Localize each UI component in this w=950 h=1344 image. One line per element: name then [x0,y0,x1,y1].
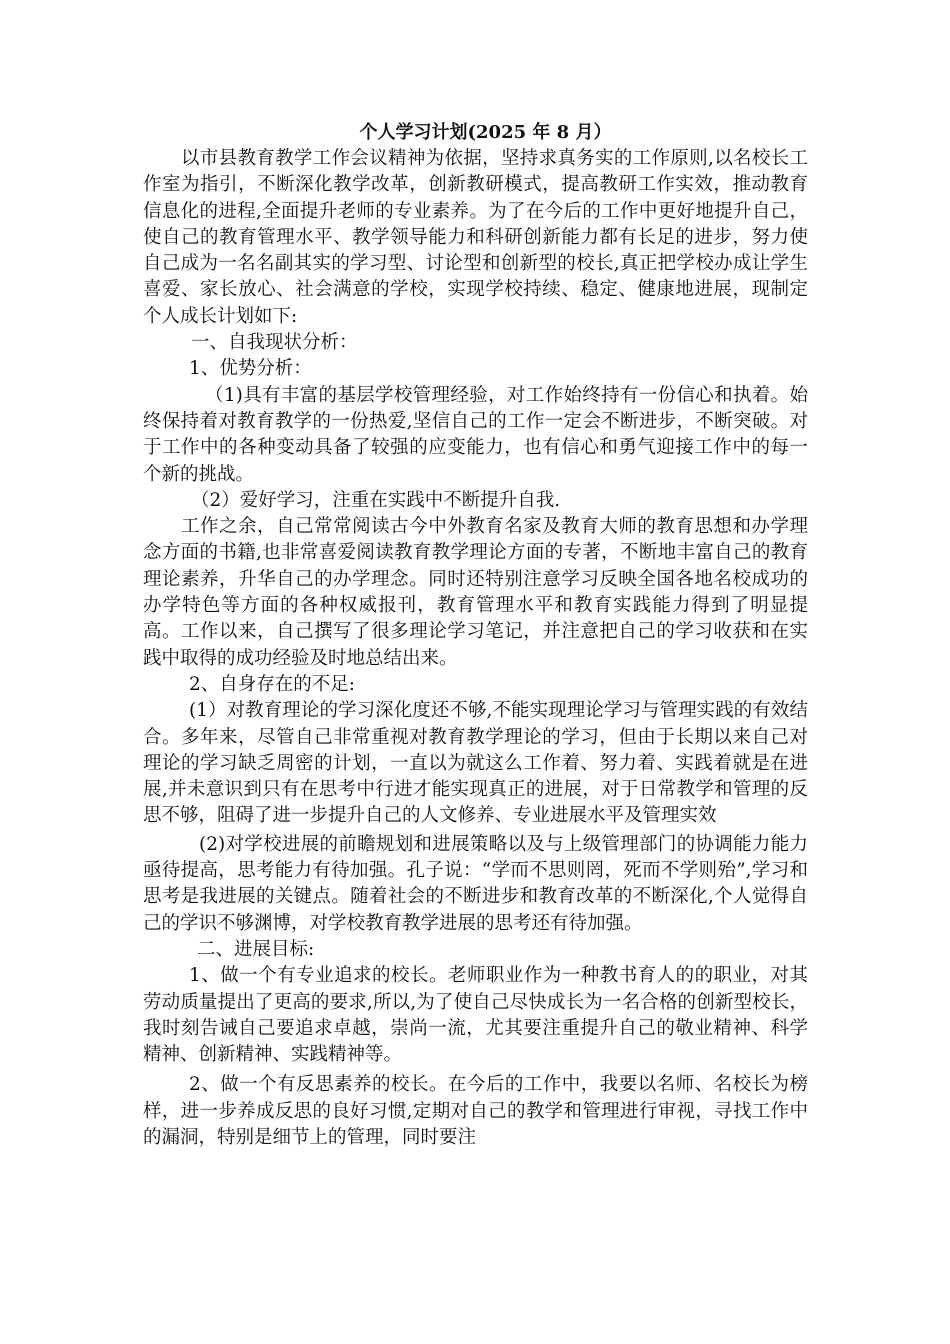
goal-paragraph-1: 1、做一个有专业追求的校长。老师职业作为一种教书育人的的职业，对其劳动质量提出了更高的要求,所以,为了使自己尽快成长为一名合格的创新型校长，我时刻告诫自己要追求卓越，崇尚一流，尤其要注重提升自己的敬业精神、科学精神、创新精神、实践精神等。 [143,965,808,1066]
strength-paragraph-1: （1)具有丰富的基层学校管理经验，对工作始终持有一份信心和执着。始终保持着对教育教学的一份热爱,坚信自己的工作一定会不断进步，不断突破。对于工作中的各种变动具备了较强的应变能力，也有信心和勇气迎接工作中的每一个新的挑战。 [143,384,808,485]
strength-heading-2: （2）爱好学习，注重在实践中不断提升自我. [191,489,561,511]
section-heading-2: 二、进展目标: [197,938,315,960]
section-heading-1: 一、自我现状分析： [191,332,358,354]
goal-paragraph-2: 2、做一个有反思素养的校长。在今后的工作中，我要以名师、名校长为榜样，进一步养成反思的良好习惯,定期对自己的教学和管理进行审视，寻找工作中的漏洞，特别是细节上的管理，同时要注 [143,1074,808,1148]
document-page [143,120,808,1151]
weakness-paragraph-1: (1）对教育理论的学习深化度还不够,不能实现理论学习与管理实践的有效结合。多年来，尽管自己非常重视对教育教学理论的学习，但由于长期以来自己对理论的学习缺乏周密的计划，一直以为就这么工作着、努力着、实践着就是在进展,并未意识到只有在思考中行进才能实现真正的进展，对于日常教学和管理的反思不够，阻碍了进一步提升自己的人文修养、专业进展水平及管理实效 [143,700,808,827]
subsection-heading-strengths: 1、优势分析： [189,358,312,380]
strength-paragraph-2: 工作之余，自己常常阅读古今中外教育名家及教育大师的教育思想和办学理念方面的书籍,也非常喜爱阅读教育教学理论方面的专著，不断地丰富自己的教育理论素养，升华自己的办学理念。同时还特别注意学习反映全国各地名校成功的办学特色等方面的各种权威报刊，教育管理水平和教育实践能力得到了明显提高。工作以来，自己撰写了很多理论学习笔记，并注意把自己的学习收获和在实践中取得的成功经验及时地总结出来。 [143,516,808,669]
intro-paragraph: 以市县教育教学工作会议精神为依据，坚持求真务实的工作原则,以名校长工作室为指引，不断深化教学改革，创新教研模式，提高教研工作实效，推动教育信息化的进程,全面提升老师的专业素养。为了在今后的工作中更好地提升自己，使自己的教育管理水平、教学领导能力和科研创新能力都有长足的进步，努力使自己成为一名名副其实的学习型、讨论型和创新型的校长,真正把学校办成让学生喜爱、家长放心、社会满意的学校，实现学校持续、稳定、健康地进展，现制定个人成长计划如下: [143,148,808,327]
document-title: 个人学习计划(2025 年 8 月） [359,122,612,143]
subsection-heading-weaknesses: 2、自身存在的不足: [189,673,356,695]
weakness-paragraph-2: (2)对学校进展的前瞻规划和进展策略以及与上级管理部门的协调能力能力亟待提高，思考能力有待加强。孔子说：“学而不思则罔，死而不学则殆”,学习和思考是我进展的关键点。随着社会的不断进步和教育改革的不断深化,个人觉得自己的学识不够渊博，对学校教育教学进展的思考还有待加强。 [143,833,808,934]
